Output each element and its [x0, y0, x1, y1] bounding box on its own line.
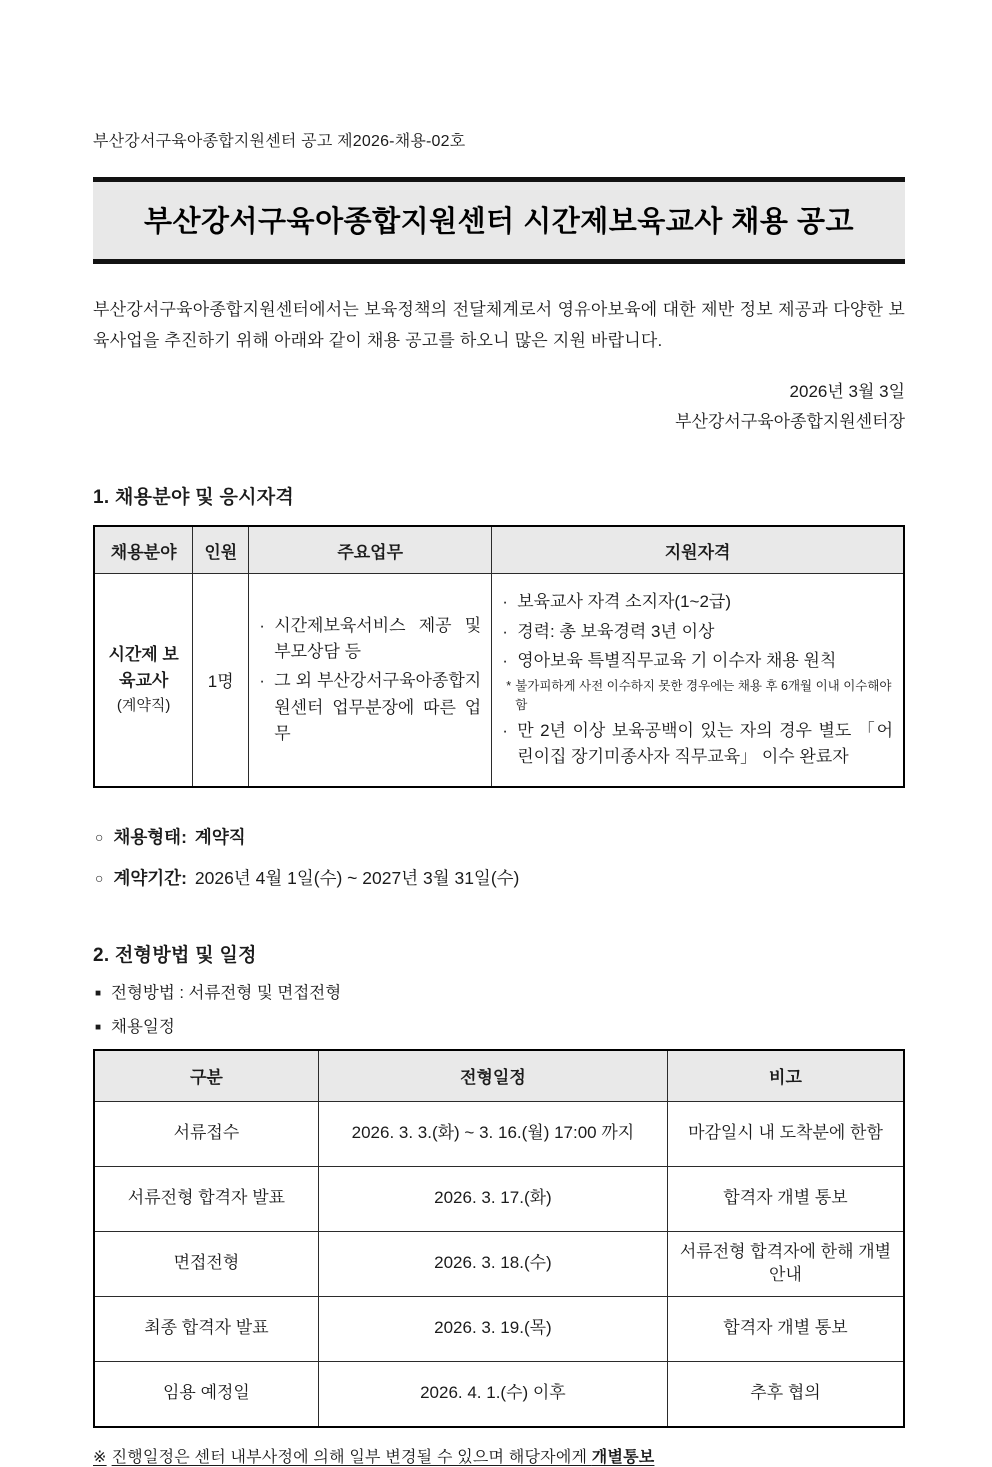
header-duties: 주요업무	[249, 526, 492, 574]
schedule-table	[93, 1049, 905, 1428]
position-cell	[94, 574, 193, 787]
circle-bullet-icon: ○	[95, 828, 104, 845]
reference-mark-icon: ※	[93, 1448, 107, 1466]
position-name: 시간제 보육교사	[108, 645, 179, 690]
selection-method-list	[93, 979, 905, 1037]
bullet-dot-icon: ·	[502, 592, 508, 612]
employment-terms	[93, 824, 905, 890]
schedule-row-final-result: 최종 합격자 발표 2026. 3. 19.(목) 합격자 개별 통보	[94, 1296, 904, 1361]
schedule-table-header-row	[94, 1050, 904, 1102]
qualification-item: · 보육교사 자격 소지자(1~2급)	[502, 589, 893, 615]
duty-item: · 그 외 부산강서구육아종합지원센터 업무분장에 따른 업무	[259, 668, 481, 747]
document-title-banner	[93, 177, 905, 264]
qualification-item: · 만 2년 이상 보육공백이 있는 자의 경우 별도 「어린이집 장기미종사자 직무교육」 이수 완료자	[502, 718, 893, 771]
schedule-row-interview: 면접전형 2026. 3. 18.(수) 서류전형 합격자에 한해 개별 안내	[94, 1231, 904, 1296]
employment-type-value: 계약직	[194, 826, 246, 847]
header-headcount: 인원	[193, 526, 249, 574]
qualification-item: · 경력: 총 보육경력 3년 이상	[502, 619, 893, 645]
employment-type-label: 채용형태:	[113, 826, 187, 847]
qualifications-cell	[492, 574, 904, 787]
qualification-item: · 영아보육 특별직무교육 기 이수자 채용 원칙	[502, 648, 893, 674]
square-bullet-icon: ■	[95, 987, 102, 999]
document-title: 부산강서구육아종합지원센터 시간제보육교사 채용 공고	[143, 206, 854, 238]
asterisk-icon: *	[506, 679, 512, 694]
section2-heading: 2. 전형방법 및 일정	[93, 944, 257, 966]
announcement-number: 부산강서구육아종합지원센터 공고 제2026-채용-02호	[93, 133, 466, 150]
duties-cell	[249, 574, 492, 787]
header-field: 채용분야	[94, 526, 193, 574]
footnote-bold-text: 개별통보	[591, 1448, 655, 1466]
headcount-cell: 1명	[193, 574, 249, 787]
recruitment-table-row	[94, 574, 904, 787]
recruitment-table-header-row	[94, 526, 904, 574]
selection-method-line: ■ 전형방법 : 서류전형 및 면접전형	[95, 983, 342, 1002]
contract-period-value: 2026년 4월 1일(수) ~ 2027년 3월 31일(수)	[194, 867, 520, 888]
header-remarks: 비고	[667, 1050, 904, 1102]
square-bullet-icon: ■	[95, 1021, 102, 1033]
bullet-dot-icon: ·	[502, 720, 508, 740]
schedule-footnote: ※ 진행일정은 센터 내부사정에 의해 일부 변경될 수 있으며 해당자에게 개별통보	[93, 1448, 655, 1466]
circle-bullet-icon: ○	[95, 869, 104, 886]
schedule-row-application: 서류접수 2026. 3. 3.(화) ~ 3. 16.(월) 17:00 까지 마감일시 내 도착분에 한함	[94, 1101, 904, 1166]
position-note: (계약직)	[116, 697, 171, 715]
announcement-date: 2026년 3월 3일	[789, 381, 905, 401]
duty-item: · 시간제보육서비스 제공 및 부모상담 등	[259, 613, 481, 666]
intro-paragraph: 부산강서구육아종합지원센터에서는 보육정책의 전달체계로서 영유아보육에 대한 제반 정보 제공과 다양한 보육사업을 추진하기 위해 아래와 같이 채용 공고를 하오니 많은 지원 바랍니다.	[93, 300, 905, 351]
bullet-dot-icon: ·	[502, 621, 508, 641]
contract-period-line	[95, 865, 905, 890]
section1-heading: 1. 채용분야 및 응시자격	[93, 487, 295, 509]
signer-name: 부산강서구육아종합지원센터장	[675, 411, 905, 431]
schedule-row-appointment: 임용 예정일 2026. 4. 1.(수) 이후 추후 협의	[94, 1361, 904, 1427]
schedule-label-line: ■ 채용일정	[95, 1017, 175, 1036]
employment-type-line	[95, 824, 905, 849]
recruitment-table	[93, 525, 905, 787]
bullet-dot-icon: ·	[502, 651, 508, 671]
header-schedule: 전형일정	[318, 1050, 667, 1102]
contract-period-label: 계약기간:	[113, 867, 187, 888]
document-content	[93, 0, 905, 1467]
bullet-dot-icon: ·	[259, 615, 265, 635]
header-qualifications: 지원자격	[492, 526, 904, 574]
qualification-footnote: * 불가피하게 사전 이수하지 못한 경우에는 채용 후 6개월 이내 이수해야함	[506, 677, 893, 715]
header-category: 구분	[94, 1050, 318, 1102]
bullet-dot-icon: ·	[259, 671, 265, 691]
date-signature-block	[93, 377, 905, 437]
schedule-row-document-result: 서류전형 합격자 발표 2026. 3. 17.(화) 합격자 개별 통보	[94, 1166, 904, 1231]
